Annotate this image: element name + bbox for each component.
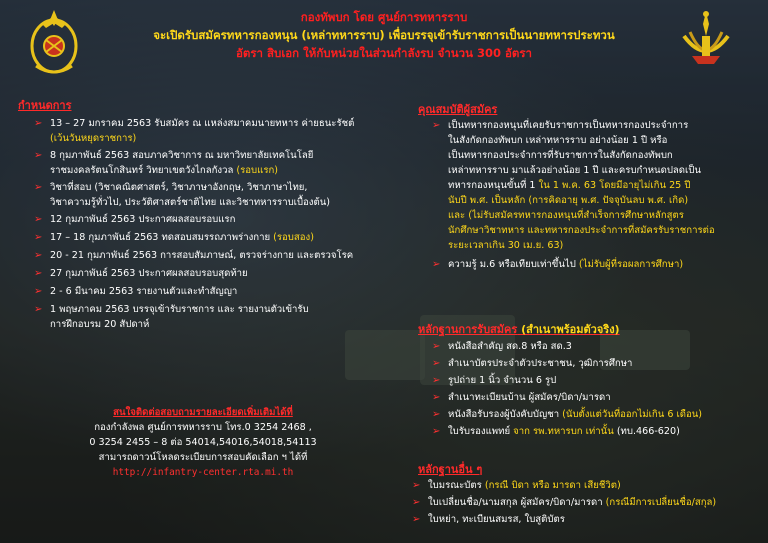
header-line-1: กองทัพบก โดย ศูนย์การทหารราบ: [300, 10, 468, 24]
contact-title: สนใจติดต่อสอบถามรายละเอียดเพิ่มเติมได้ที่: [113, 407, 293, 418]
poster-header: [80, 8, 688, 62]
contact-line-2: 0 3254 2455 – 8 ต่อ 54014,54016,54018,54113: [89, 437, 317, 448]
arrow-bullet-icon: ➢: [432, 426, 441, 437]
other-doc-item: ➢ ใบหย่า, ทะเบียนสมรส, ใบสูติบัตร: [412, 514, 565, 525]
qualifications-list: [432, 118, 752, 272]
other-docs-title: หลักฐานอื่น ๆ: [418, 463, 483, 476]
schedule-title: กำหนดการ: [18, 99, 72, 112]
schedule-item: ➢ 8 กุมภาพันธ์ 2563 สอบภาควิชาการ ณ มหาวิทยาลัยเทคโนโลยี ราชมงคลรัตนโกสินทร์ วิทยาเขตวังไกลกังวล (รอบแรก): [34, 150, 314, 176]
document-item: ➢ หนังสือสำคัญ สด.8 หรือ สด.3: [432, 341, 572, 352]
arrow-bullet-icon: ➢: [34, 304, 43, 315]
arrow-bullet-icon: ➢: [34, 268, 43, 279]
army-emblem-icon: [24, 6, 84, 78]
schedule-item: ➢ 2 - 6 มีนาคม 2563 รายงานตัวและทำสัญญา: [34, 286, 238, 297]
background-vehicle: [345, 330, 425, 380]
schedule-item: ➢ 1 พฤษภาคม 2563 บรรจุเข้ารับราชการ และ รายงานตัวเข้ารับ การฝึกอบรม 20 สัปดาห์: [34, 304, 309, 330]
documents-title: หลักฐานการรับสมัคร (สำเนาพร้อมตัวจริง): [418, 323, 620, 336]
qualifications-title: คุณสมบัติผู้สมัคร: [418, 103, 498, 116]
other-doc-item: ➢ ใบเปลี่ยนชื่อ/นามสกุล ผู้สมัคร/บิดา/มารดา (กรณีมีการเปลี่ยนชื่อ/สกุล): [412, 497, 717, 508]
arrow-bullet-icon: ➢: [412, 514, 421, 525]
arrow-bullet-icon: ➢: [34, 286, 43, 297]
schedule-item: ➢ 12 กุมภาพันธ์ 2563 ประกาศผลสอบรอบแรก: [34, 214, 236, 225]
arrow-bullet-icon: ➢: [34, 250, 43, 261]
schedule-item: ➢ 17 – 18 กุมภาพันธ์ 2563 ทดสอบสมรรถภาพร่างกาย (รอบสอง): [34, 232, 314, 243]
download-link[interactable]: http://infantry-center.rta.mi.th: [112, 467, 294, 478]
header-line-2: จะเปิดรับสมัครทหารกองหนุน (เหล่าทหารราบ) เพื่อบรรจุเข้ารับราชการเป็นนายทหารประทวน: [153, 28, 615, 42]
schedule-list: [34, 116, 374, 332]
header-line-3: อัตรา สิบเอก ให้กับหน่วยในส่วนกำลังรบ จำนวน 300 อัตรา: [235, 46, 532, 60]
arrow-bullet-icon: ➢: [432, 392, 441, 403]
arrow-bullet-icon: ➢: [412, 497, 421, 508]
document-item: ➢ สำเนาบัตรประจำตัวประชาชน, วุฒิการศึกษา: [432, 358, 633, 369]
arrow-bullet-icon: ➢: [432, 358, 441, 369]
arrow-bullet-icon: ➢: [34, 118, 43, 129]
schedule-item: ➢ 27 กุมภาพันธ์ 2563 ประกาศผลสอบรอบสุดท้าย: [34, 268, 248, 279]
document-item: ➢ หนังสือรับรองผู้บังคับบัญชา (นับตั้งแต่วันที่ออกไม่เกิน 6 เดือน): [432, 409, 703, 420]
other-doc-item: ➢ ใบมรณะบัตร (กรณี บิดา หรือ มารดา เสียชีวิต): [412, 480, 621, 491]
arrow-bullet-icon: ➢: [432, 259, 441, 270]
arrow-bullet-icon: ➢: [34, 232, 43, 243]
document-item: ➢ รูปถ่าย 1 นิ้ว จำนวน 6 รูป: [432, 375, 557, 386]
arrow-bullet-icon: ➢: [34, 214, 43, 225]
other-docs-list: [412, 478, 762, 527]
document-item: ➢ ใบรับรองแพทย์ จาก รพ.ทหารบก เท่านั้น (ทบ.466-620): [432, 426, 680, 437]
qualification-item: ➢ เป็นทหารกองหนุนที่เคยรับราชการเป็นทหารกองประจำการ ในสังกัดกองทัพบก เหล่าทหารราบ อย่างน้อย 1 ปี หรือ เป็นทหารกองประจำการที่รับราชการในสังกัดกองทัพบก เหล่าทหารราบ มาแล้วอย่างน้อย 1 ปี และครบกำหนดปลดเป็น ทหารกองหนุนขั้นที่ 1 ใน 1 พ.ค. 63 โดยมีอายุไม่เกิน 25 ปี นับปี พ.ศ. เป็นหลัก (การคิดอายุ พ.ศ. ปัจจุบันลบ พ.ศ. เกิด) และ (ไม่รับสมัครทหารกองหนุนที่สำเร็จการศึกษาหลักสูตร นักศึกษาวิชาทหาร และทหารกองประจำการที่สมัครรับราชการต่อ ระยะเวลาเกิน 30 เม.ย. 63): [432, 120, 715, 251]
contact-line-3: สามารถดาวน์โหลดระเบียบการสอบคัดเลือก ฯ ได้ที่: [98, 452, 308, 463]
arrow-bullet-icon: ➢: [412, 480, 421, 491]
arrow-bullet-icon: ➢: [432, 375, 441, 386]
schedule-item: ➢ 20 - 21 กุมภาพันธ์ 2563 การสอบสัมภาษณ์, ตรวจร่างกาย และตรวจโรค: [34, 250, 354, 261]
arrow-bullet-icon: ➢: [34, 150, 43, 161]
arrow-bullet-icon: ➢: [432, 341, 441, 352]
documents-list: [432, 339, 762, 439]
schedule-item: ➢ วิชาที่สอบ (วิชาคณิตศาสตร์, วิชาภาษาอังกฤษ, วิชาภาษาไทย, วิชาความรู้ทั่วไป, ประวัติศาสตร์ชาติไทย และวิชาทหารราบเบื้องต้น): [34, 182, 331, 208]
contact-block: [42, 405, 364, 480]
arrow-bullet-icon: ➢: [432, 409, 441, 420]
arrow-bullet-icon: ➢: [34, 182, 43, 193]
schedule-item: ➢ 13 – 27 มกราคม 2563 รับสมัคร ณ แหล่งสมาคมนายทหาร ค่ายธนะรัชต์ (เว้นวันหยุดราชการ): [34, 118, 355, 144]
contact-line-1: กองกำลังพล ศูนย์การทหารราบ โทร.0 3254 2468 ,: [94, 422, 312, 433]
document-item: ➢ สำเนาทะเบียนบ้าน ผู้สมัคร/บิดา/มารดา: [432, 392, 611, 403]
qualification-item: ➢ ความรู้ ม.6 หรือเทียบเท่าขึ้นไป (ไม่รับผู้ที่รอผลการศึกษา): [432, 259, 684, 270]
arrow-bullet-icon: ➢: [432, 120, 441, 131]
